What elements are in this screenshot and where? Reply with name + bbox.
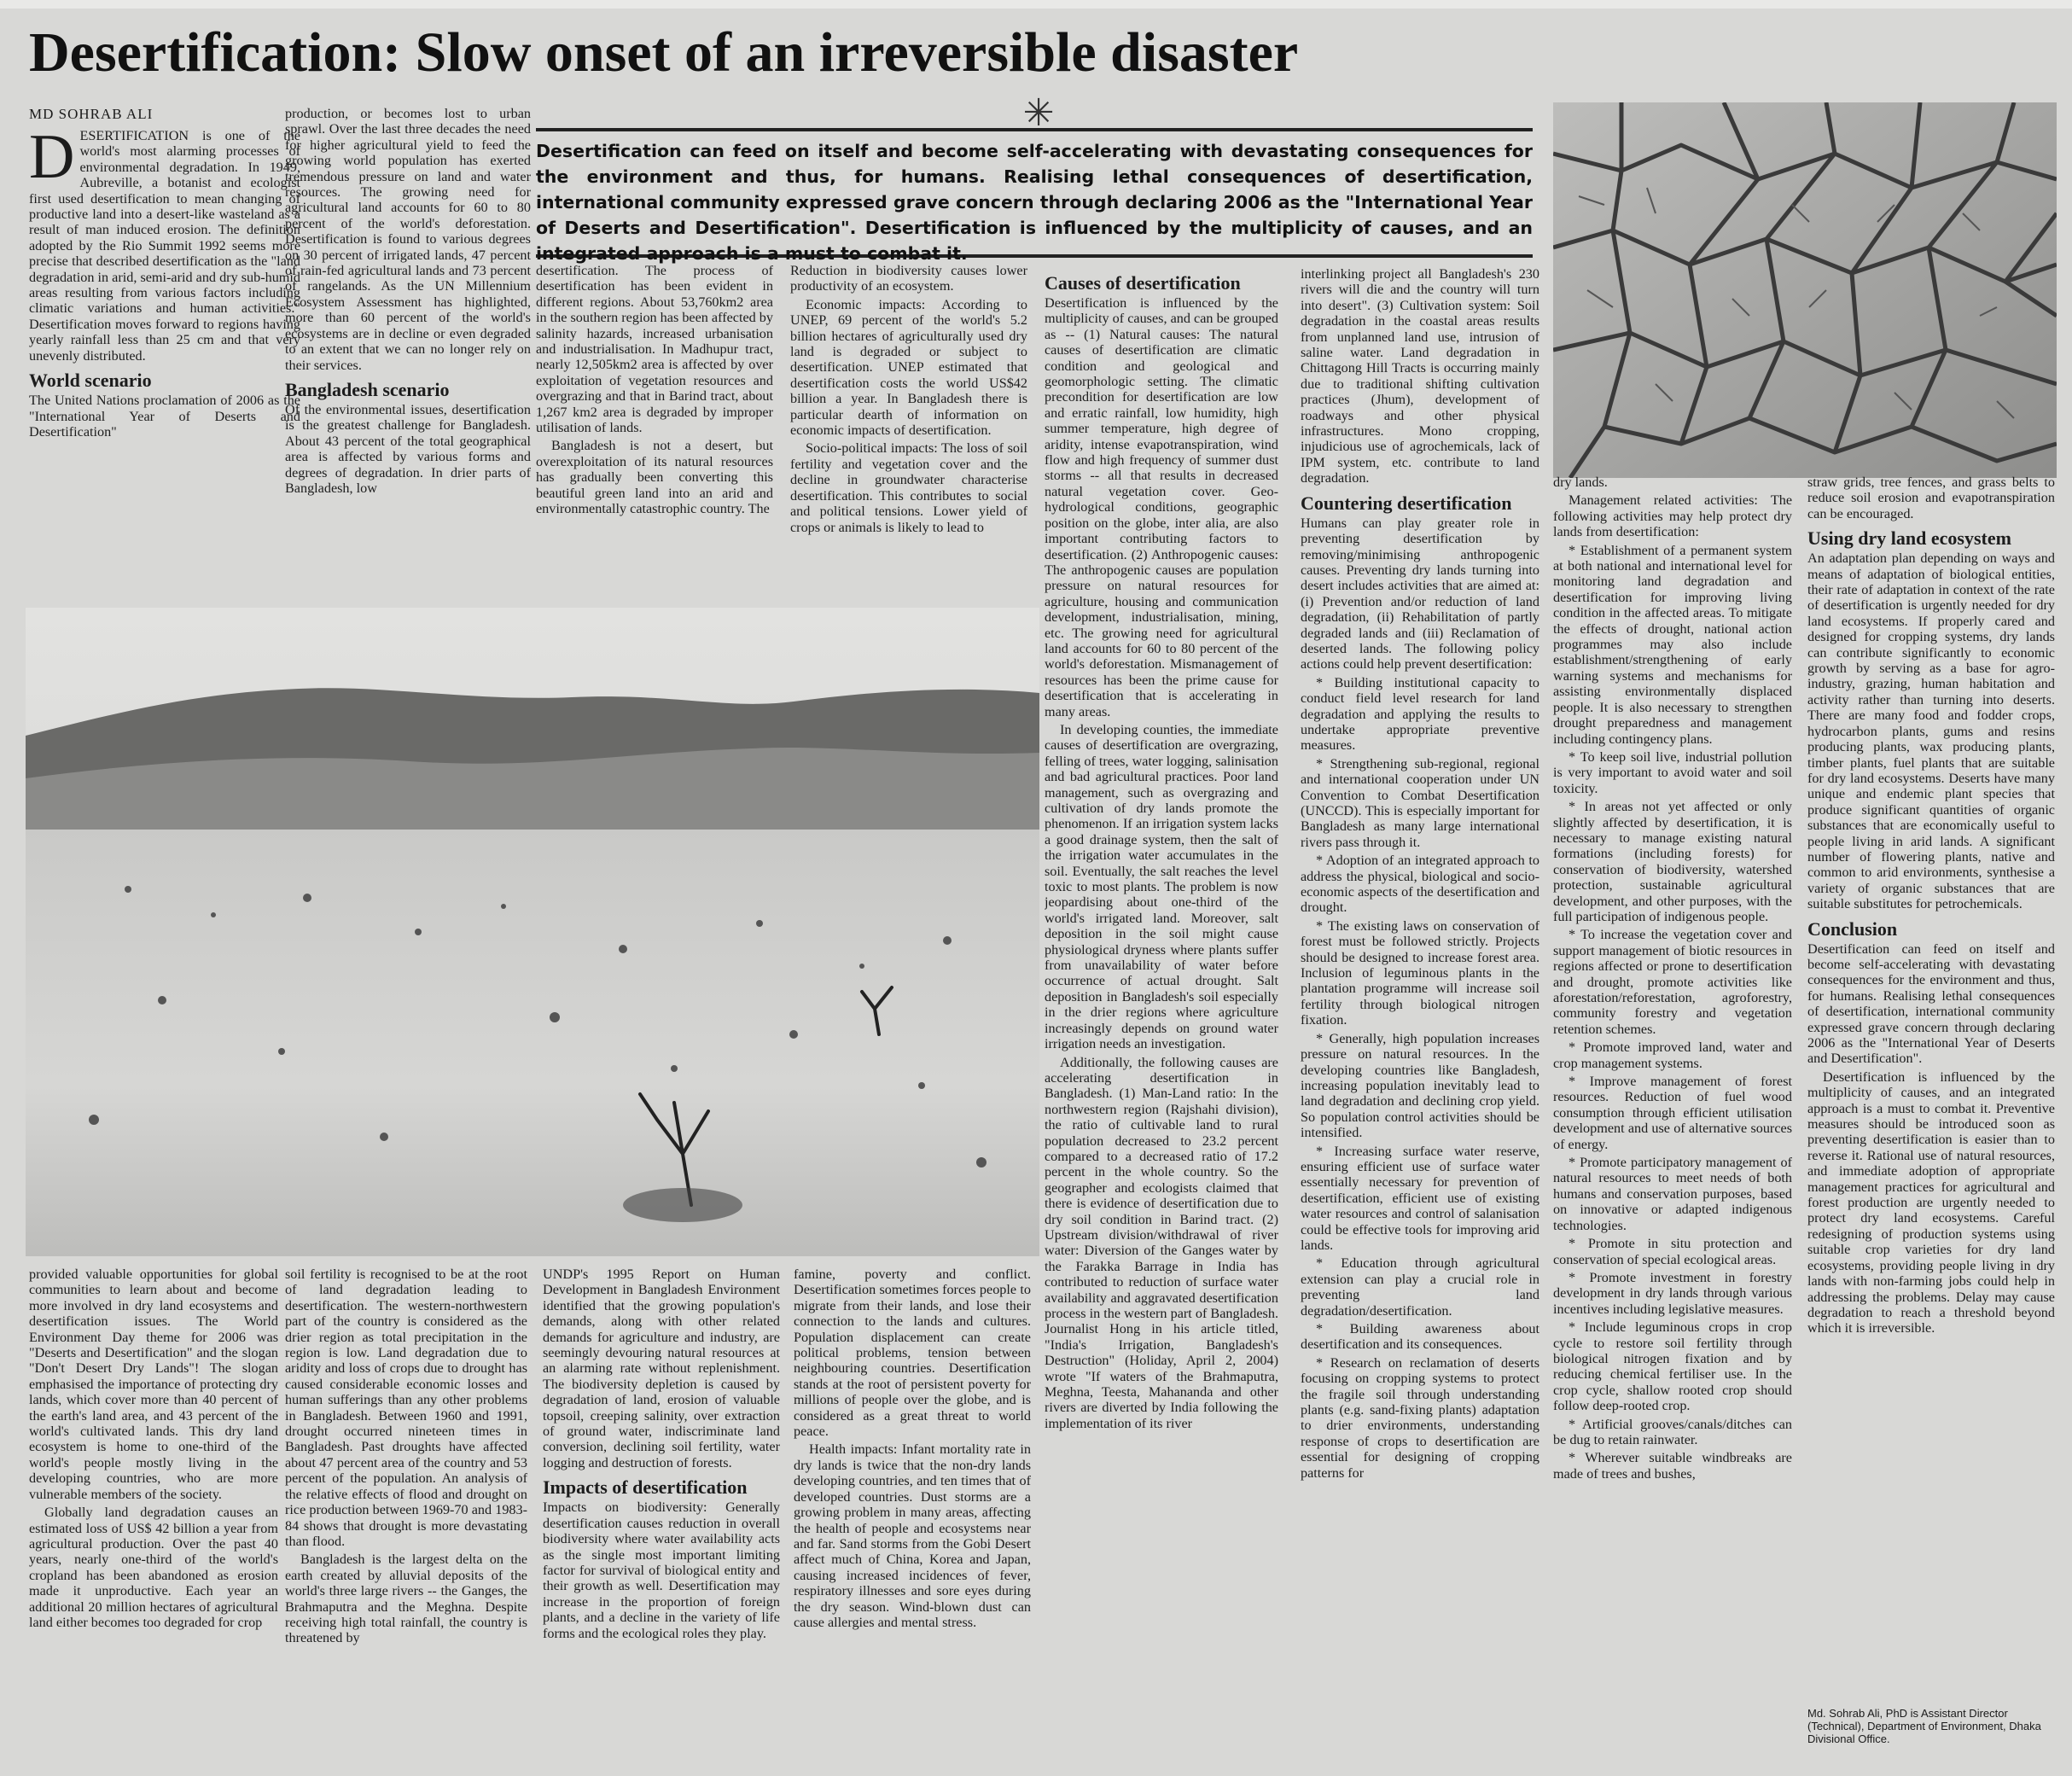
- heading-using-dry-land: Using dry land ecosystem: [1807, 527, 2011, 550]
- column-5: [1045, 266, 1278, 1770]
- paragraph: Globally land degradation causes an estimated loss of US$ 42 billion a year from agricultural production. Over the past 40 years, nearly one-third of the world's cropland has been abandoned as erosion made it unproductive. Each year an additional 20 million hectares of agricultural land either becomes too degraded for crop: [29, 1505, 278, 1630]
- bullet-item: * Include leguminous crops in crop cycle to restore soil fertility through biological nitrogen fixation and by reducing chemical fertiliser use. In the crop cycle, shallow rooted crop should follow deep-rooted crop.: [1553, 1319, 1792, 1414]
- bottom-column-2: [285, 1266, 527, 1770]
- paragraph: Impacts on biodiversity: Generally desertification causes reduction in overall biodiversity where water availability acts as the single most important limiting factor for survival of biological entity and their growth as well. Desertification may increase in the proportion of foreign plants, and a decline in the variety of life forms and the ecological roles they play.: [543, 1499, 780, 1641]
- byline: MD SOHRAB ALI: [29, 106, 154, 122]
- bottom-column-1: [29, 1266, 278, 1770]
- bullet-item: * Generally, high population increases pressure on natural resources. In the developing countries like Bangladesh, increasing population inevitably lead to land degradation and declining crop yield. So population control activities should be intensified.: [1301, 1030, 1539, 1141]
- column-7: [1553, 475, 1792, 1770]
- column-1: [29, 128, 300, 606]
- author-note: Md. Sohrab Ali, PhD is Assistant Director (Technical), Department of Environment, Dhaka Divisional Office.: [1807, 1707, 2041, 1745]
- paragraph: Of the environmental issues, desertification is the greatest challenge for Bangladesh. About 43 percent of the total geographical area is affected by various forms and degrees of degradation. In drier parts of Bangladesh, low: [285, 401, 531, 496]
- paragraph: Socio-political impacts: The loss of soil fertility and vegetation cover and the decline in groundwater characterise desertification. This contributes to social and political tensions. Lower yield of crops or animals is likely to lead to: [790, 440, 1027, 535]
- paragraph: production, or becomes lost to urban sprawl. Over the last three decades the need for higher agricultural yield to feed the growing world population has exerted tremendous pressure on land and water resources. The growing need for agricultural land accounts for 60 to 80 percent of the world's deforestation. Desertification is found to various degrees on 30 percent of irrigated lands, 47 percent of rain-fed agricultural lands and 73 percent of rangelands. As the UN Millennium Ecosystem Assessment has highlighted, more than 60 percent of the world's ecosystems are in decline or even degraded to an extent that we can no longer rely on their services.: [285, 106, 531, 373]
- bullet-item: * To increase the vegetation cover and support management of biotic resources in regions affected or prone to desertification and drought, promote activities like aforestation/reforestation, agroforestry, community forestry and vegetation retention schemes.: [1553, 927, 1792, 1037]
- bullet-item: * Adoption of an integrated approach to address the physical, biological and socio-economic aspects of the desertification and drought.: [1301, 853, 1539, 916]
- bullet-item: * Wherever suitable windbreaks are made of trees and bushes,: [1553, 1450, 1792, 1482]
- pull-quote: Desertification can feed on itself and become self-accelerating with devastating consequences for the environment and thus, for humans. Realising lethal consequences of desertification, international community expressed grave concern through declaring 2006 as the "International Year of Deserts and Desertification". Desertification is influenced by the multiplicity of causes, and an integrated approach is a must to combat it.: [536, 128, 1533, 258]
- column-6: [1301, 266, 1539, 1770]
- column-8: [1807, 475, 2055, 1703]
- paragraph: dry lands.: [1553, 475, 1608, 490]
- bullet-item: * Establishment of a permanent system at both national and international level for monitoring land degradation and desertification for improving living condition in the affected areas. To mitigate the effects of drought, national action programmes may also include establishment/strengthening of early warning systems and mechanisms for assisting environmentally displaced people. It is also necessary to strengthen drought preparedness and management including contingency plans.: [1553, 542, 1792, 747]
- bullet-item: * Promote investment in forestry development in dry lands through various incentives including legislative measures.: [1553, 1269, 1792, 1317]
- column-4: [790, 263, 1027, 606]
- bullet-item: * The existing laws on conservation of forest must be followed strictly. Projects should be designed to increase forest area. Inclusion of leguminous plants in the plantation programme will increase soil fertility through biological nitrogen fixation.: [1301, 917, 1539, 1028]
- paragraph: The United Nations proclamation of 2006 as the "International Year of Deserts and Desertification": [29, 393, 300, 440]
- paragraph: famine, poverty and conflict. Desertification sometimes forces people to migrate from their lands, and lose their connection to the lands and cultures. Population displacement can create political problems, tension between neighbouring countries. Desertification stands at the root of persistent poverty for millions of people over the globe, and is considered as a great threat to world peace.: [794, 1266, 1031, 1440]
- bullet-item: * Education through agricultural extension can play a crucial role in preventing land degradation/desertification.: [1301, 1255, 1539, 1319]
- bottom-column-3: [543, 1266, 780, 1770]
- bottom-column-4: [794, 1266, 1031, 1770]
- starburst-ornament-icon: ✳: [1022, 91, 1055, 135]
- heading-causes: Causes of desertification: [1045, 272, 1241, 294]
- paragraph: soil fertility is recognised to be at the root of land degradation leading to desertification. The western-northwestern part of the country is considered as the drier region as total precipitation in the region is low. Land degradation due to aridity and loss of crops due to drought has caused considerable economic losses and human sufferings than any other problems in Bangladesh. Between 1960 and 1991, drought occurred nineteen times in Bangladesh. Past droughts have affected about 47 percent area of the country and 53 percent of the population. An analysis of the relative effects of flood and drought on rice production between 1969-70 and 1983-84 shows that drought is more devastating than flood.: [285, 1266, 527, 1549]
- paragraph: interlinking project all Bangladesh's 230 rivers will die and the country will turn into desert". (3) Cultivation system: Soil degradation in the coastal areas results from unplanned land use, intrusion of saline water. Land degradation in Chittagong Hill Tracts is occurring mainly due to traditional shifting cultivation practices (Jhum), development of roadways and other physical infrastructures. Mono cropping, injudicious use of agrochemicals, lack of IPM system, etc. contribute to land degradation.: [1301, 266, 1539, 486]
- bullet-item: * Building awareness about desertification and its consequences.: [1301, 1321, 1539, 1353]
- cracked-earth-photo: [1553, 102, 2057, 478]
- intro-paragraph: DESERTIFICATION is one of the world's most alarming processes of environmental degradation. In 1949, Aubreville, a botanist and ecologist first used desertification to mean changing of productive land into a desert-like wasteland as a result of man induced erosion. The definition adopted by the Rio Summit 1992 seems more precise that described desertification as the "land degradation in arid, semi-arid and dry sub-humid areas resulting from various factors including climatic variations and human activities." Desertification moves forward to regions having yearly rainfall less than 25 cm and that very unevenly distributed.: [29, 128, 300, 364]
- heading-bangladesh-scenario: Bangladesh scenario: [285, 378, 450, 400]
- paragraph: Additionally, the following causes are accelerating desertification in Bangladesh. (1) Man-Land ratio: In the northwestern region (Rajshahi division), the ratio of cultivable land to rural population decreased to 23.2 percent compared to a decreased ratio of 17.2 percent in the whole country. So the geographer and ecologists claimed that there is evidence of desertification due to dry soil condition in Barind tract. (2) Upstream division/withdrawal of river water: Diversion of the Ganges water by the Farakka Barrage in India has contributed to reduction of surface water availability and aggravated desertification process in the western part of Bangladesh. Journalist Hong in his article titled, "India's Irrigation, Bangladesh's Destruction" (Holiday, April 2, 2004) wrote "If waters of the Brahmaputra, Meghna, Teesta, Mahananda and other rivers are diverted by India following the implementation of its river: [1045, 1054, 1278, 1431]
- column-3: [536, 263, 773, 606]
- bullet-item: * Increasing surface water reserve, ensuring efficient use of surface water essentially necessary for prevention of desertification, efficient use of existing water resources and control of salanisation could be effective tools for improving arid lands.: [1301, 1143, 1539, 1253]
- paragraph: An adaptation plan depending on ways and means of adaptation of biological entities, their rate of adaptation in context of the rate of desertification is urgently needed for dry land ecosystems. If properly cared and designed for cropping systems, dry lands can contribute significantly to economic growth by serving as a base for agro-industry, grazing, human habitation and activity rather than turning into deserts. There are many food and fodder crops, hydrocarbon plants, gums and resins producing plants, wax producing plants, timber plants, fuel plants that are suitable for dry land ecosystems. Deserts have many unique and endemic plant species that produce significant quantities of organic substances that are economically useful to people living in arid lands. A significant number of flowering plants, native and common to arid environments, synthesise a variety of organic substances that are suitable substitutes for petrochemicals.: [1807, 550, 2055, 912]
- paragraph: Humans can play greater role in preventing desertification by removing/minimising anthropogenic causes. Preventing dry lands turning into desert includes activities that are aimed at: (i) Prevention and/or reduction of land degradation, (ii) Rehabilitation of partly degraded lands and (iii) Reclamation of deserted lands. The following policy actions could help prevent desertification:: [1301, 515, 1539, 673]
- heading-impacts: Impacts of desertification: [543, 1476, 748, 1499]
- bullet-item: * In areas not yet affected or only slightly affected by desertification, it is necessary to manage existing natural formations (including forests) for conservation of biodiversity, watershed protection, sustainable agricultural development, and other purposes, with the full participation of indigenous people.: [1553, 799, 1792, 924]
- heading-conclusion: Conclusion: [1807, 917, 1898, 940]
- heading-world-scenario: World scenario: [29, 370, 152, 392]
- bullet-item: * Promote in situ protection and conservation of special ecological areas.: [1553, 1236, 1792, 1267]
- paragraph: Reduction in biodiversity causes lower productivity of an ecosystem.: [790, 263, 1027, 294]
- bullet-item: * Promote improved land, water and crop management systems.: [1553, 1039, 1792, 1071]
- paragraph: desertification. The process of desertification has been evident in different regions. About 53,760km2 area in the southern region has been affected by salinity hazards, increased urbanisation and industrialisation. In Madhupur tract, nearly 12,505km2 area is affected by over exploitation of vegetation resources and overgrazing and that in Barind tract, about 1,267 km2 area is degraded by improper utilisation of lands.: [536, 263, 773, 436]
- paragraph: Management related activities: The following activities may help protect dry lands from desertification:: [1553, 492, 1792, 540]
- bullet-item: * Building institutional capacity to conduct field level research for land degradation and applying the results to undertake appropriate preventive measures.: [1301, 674, 1539, 754]
- bullet-item: * Strengthening sub-regional, regional and international cooperation under UN Convention to Combat Desertification (UNCCD). This is especially important for Bangladesh as many large international rivers pass through it.: [1301, 755, 1539, 850]
- paragraph: UNDP's 1995 Report on Human Development in Bangladesh Environment identified that the growing population's demands, along with other related demands for agriculture and industry, are seemingly devouring natural resources at an alarming rate without replenishment. The biodiversity depletion is caused by degradation of land, erosion of valuable topsoil, creeping salinity, over extraction of ground water, indiscriminate land conversion, declining soil fertility, water logging and destruction of forests.: [543, 1266, 780, 1470]
- bullet-item: * To keep soil live, industrial pollution is very important to avoid water and soil toxicity.: [1553, 748, 1792, 796]
- bullet-item: * Promote participatory management of natural resources to meet needs of both humans and conservation purposes, based on innovative or adapted indigenous technologies.: [1553, 1155, 1792, 1233]
- paragraph: Desertification is influenced by the multiplicity of causes, and an integrated approach is a must to combat it. Preventive measures should be introduced soon as preventing desertification is easier than to reverse it. Rational use of natural resources, and immediate adoption of appropriate management practices for agricultural and forest production are urgently needed to protect dry land ecosystems. Careful redesigning of production systems using suitable crop varieties for dry land ecosystems, providing people living in dry lands with non-farming jobs could help in addressing the problems. Delay may cause degradation to reach a threshold beyond which it is irreversible.: [1807, 1069, 2055, 1336]
- paragraph: In developing counties, the immediate causes of desertification are overgrazing, felling of trees, water logging, salinisation and bad agricultural practices. Poor land management, such as overgrazing and cultivation of dry lands promote the phenomenon. If an irrigation system lacks a good drainage system, then the salt of the irrigation water accumulates in the soil. Eventually, the salt reaches the level toxic to most plants. The problem is now jeopardising about one-third of the world's irrigated land. Moreover, salt deposition in the soil might cause physiological dryness where plants suffer from unavailability of water before occurrence of actual drought. Salt deposition in Bangladesh's soil especially in the drier regions where agriculture increasingly depends on ground water irrigation needs an investigation.: [1045, 721, 1278, 1052]
- bullet-item: * Improve management of forest resources. Reduction of fuel wood consumption through efficient utilisation development and use of alternative sources of energy.: [1553, 1074, 1792, 1152]
- paragraph: Bangladesh is the largest delta on the earth created by alluvial deposits of the world's three large rivers -- the Ganges, the Brahmaputra and the Meghna. Despite receiving high total rainfall, the country is threatened by: [285, 1552, 527, 1646]
- page-top-strip: [0, 0, 2072, 9]
- heading-countering: Countering desertification: [1301, 492, 1512, 514]
- paragraph: straw grids, tree fences, and grass belts to reduce soil erosion and evapotranspiration can be encouraged.: [1807, 475, 2055, 521]
- headline: Desertification: Slow onset of an irreversible disaster: [29, 21, 1299, 84]
- paragraph: Bangladesh is not a desert, but overexploitation of its natural resources has gradually been converting this beautiful green land into an arid and environmentally catastrophic country. The: [536, 438, 773, 517]
- bullet-item: * Artificial grooves/canals/ditches can be dug to retain rainwater.: [1553, 1416, 1792, 1447]
- paragraph: Health impacts: Infant mortality rate in dry lands is twice that the non-dry lands developing countries, and ten times that of developed countries. Dust storms are a growing problem in many areas, affecting the health of people and ecosystems near and far. Sand storms from the Gobi Desert affect much of China, Korea and Japan, causing increased incidences of fever, respiratory illnesses and sore eyes during the dry season. Wind-blown dust can cause allergies and mental stress.: [794, 1441, 1031, 1630]
- bullet-item: * Research on reclamation of deserts focusing on cropping systems to protect the fragile soil through understanding plants (e.g. sand-fixing plants) adaptation to drier environments, understanding response of crops to desertification are essential for designing of cropping patterns for: [1301, 1354, 1539, 1481]
- desert-landscape-photo: [26, 608, 1039, 1256]
- drop-cap: D: [29, 128, 75, 192]
- paragraph: Desertification is influenced by the multiplicity of causes, and can be grouped as -- (1) Natural causes: The natural causes of desertification are climatic condition and geological and geomorphologic setting. The climatic precondition for desertification are low and erratic rainfall, low humidity, high summer temperature, high degree of aridity, intense evapotranspiration, wind flow and high frequency of summer dust storms -- all that results in decreased natural vegetation cover. Geo-hydrological conditions, geographic position on the globe, inter alia, are also important contributing factors to desertification. (2) Anthropogenic causes: The anthropogenic causes are population pressure on natural resources for agriculture, housing and communication development, industrialisation, mining, etc. The growing need for agricultural land accounts for 60 to 80 percent of the world's deforestation. Mismanagement of resources has been the prime cause for desertification that is accelerating in many areas.: [1045, 295, 1278, 719]
- paragraph: provided valuable opportunities for global communities to learn about and become more involved in dry land ecosystems and desertification issues. The World Environment Day theme for 2006 was "Deserts and Desertification" and the slogan "Don't Desert Dry Lands"! The slogan emphasised the importance of protecting dry lands, which cover more than 40 percent of the earth's land area, and 43 percent of the world's cultivated lands. This dry land ecosystem is home to one-third of the world's people mostly living in the developing countries, who are more vulnerable members of the society.: [29, 1266, 278, 1502]
- column-2: [285, 106, 531, 606]
- paragraph: Desertification can feed on itself and become self-accelerating with devastating consequences for the environment and thus, for humans. Realising lethal consequences of desertification, international community expressed grave concern through declaring 2006 as the "International Year of Deserts and Desertification".: [1807, 940, 2055, 1067]
- paragraph: Economic impacts: According to UNEP, 69 percent of the world's 5.2 billion hectares of agriculturally used dry land is degraded or subject to desertification. UNEP estimated that desertification costs the world US$42 billion a year. In Bangladesh there is particular dearth of information on economic impacts of desertification.: [790, 296, 1027, 439]
